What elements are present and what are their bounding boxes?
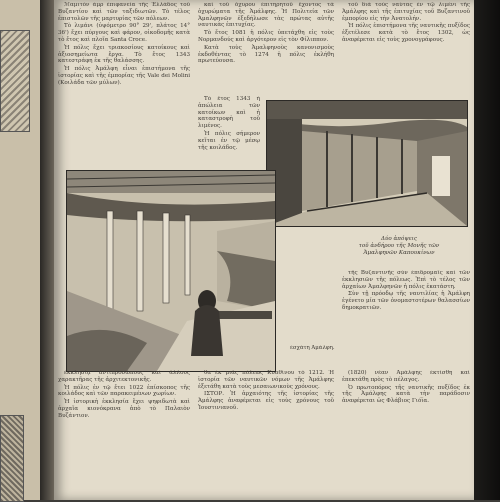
paragraph: Σὺν τῇ πρόοδῳ τῆς ναυτιλίας ἡ Ἀμάλφη ἐγένετο μία τῶν ὀνομαστοτέρων θαλασσίων δημοκρατιῶν.: [342, 291, 470, 311]
paragraph: Κατὰ τοὺς Ἀμαλφηνοὺς κανονισμοὺς ἐκδοθέντας τὸ 1274 ἡ πόλις ἐκλήθη πρωτεύουσα.: [198, 44, 334, 65]
paragraph: ἐσχάτη Ἀμάλφη.: [290, 345, 335, 351]
text-column-right-top: [342, 2, 470, 92]
paragraph: Ἡ πόλις σήμερον κεῖται ἐν τῷ μέσῳ τῆς κοιλάδος.: [198, 130, 260, 151]
paragraph: ἐκκλησίᾳ ἀντιπροσώπους καὶ ἄλλους χαρακτῆρας τῆς ἀρχιτεκτονικῆς.: [58, 370, 190, 383]
caption-title: Δύο ἀπόψεις: [380, 236, 418, 242]
text-column-left-bottom: [58, 370, 190, 500]
text-column-snippet: [284, 345, 336, 365]
text-column-right-middle: [342, 270, 470, 356]
paragraph: θα ἐκ μιᾶς πόλεως Κυαθίνου τὸ 1212. Ἡ ἱστορία τῶν ναυτικῶν νόμων τῆς Ἀμάλφης ἐξετάθη κατὰ τοὺς μεσαιωνικοὺς χρόνους.: [198, 370, 334, 390]
paragraph: ℳαμιτόν ἁμρ ἐπιφανεία τῆς Ἑλλάδος τοῦ Βυζαντίου καὶ τῶν ταξιδιωτῶν. Τὸ τέλος ἐπιστολῶν τῆς μαρτυρίας τῶν πόλεων.: [58, 2, 190, 22]
figure-caption: [354, 236, 444, 257]
text-column-middle-top: [198, 2, 334, 94]
paragraph: (1820) νέαν Ἀμάλφης ἐκτίσθη καὶ ἐπεκτάθη πρὸς τὸ πέλαγος.: [342, 370, 470, 383]
engraving-pergola-with-friar: [66, 170, 276, 372]
caption-subtitle: τοῦ ἀνδήρου τῆς Μονῆς τῶν Ἀμαλφηνῶν Καπουκίνων: [358, 243, 440, 256]
monastery-terrace-illustration: [67, 171, 275, 371]
paragraph: καὶ τοῦ ὄχυρου ἐπιτηρητοῦ ἔχοντος τὰ ὀχυρώματα τῆς Ἀμάλφης. Ἡ Πολιτεία τῶν Ἀμαλφηνῶν ἐξεδήλωσε τὰς πρώτας αὐτῆς ναυτικὰς ἐπιτυχίας.: [198, 2, 334, 29]
paragraph: Ὁ πρωτοπόρος τῆς ναυτικῆς πυξίδος ἐκ τῆς Ἀμάλφης κατὰ τὴν παράδοσιν ἀναφέρεται ὡς Φλάβιος Γιόϊα.: [342, 384, 470, 405]
paragraph: τοῦ διὰ τοὺς ναύτας ἐν τῷ λιμένι τῆς Ἀμάλφης καὶ τῆς ἐπιτυχίας τοῦ Βυζαντινοῦ ἐμπορίου εἰς τὴν Ἀνατολήν.: [342, 2, 470, 22]
text-column-middle-narrow: [198, 96, 260, 166]
pergola-illustration: [267, 101, 467, 226]
paragraph: Ἡ πόλις Ἀμάλφη εἶναι ἐπιστήμονα τῆς ἱστορίας καὶ τῆς ἐμπορίας τῆς Vale dei Molini (Κοιλάδα τῶν μύλων).: [58, 66, 190, 86]
text-column-middle-bottom: [198, 370, 334, 500]
paragraph: Ἡ πόλις ἐπιστήμονα τῆς ναυτικῆς πυξίδος ἐξετέλεσε κατὰ τὸ ἔτος 1302, ὡς ἀναφέρεται εἰς τοὺς χρονογράφους.: [342, 23, 470, 43]
paragraph: τῆς Βυζαντινῆς σὺν ἐπιδρομαῖς καὶ τῶν ἐκκλησιῶν τῆς πόλεως. Ἐπὶ τὸ τέλος τῶν ἀρχαίων Ἀμαλφηνῶν ἡ πόλις ἐκατάστη.: [342, 270, 470, 290]
paragraph: Τὸ λιμάνι (ὑψόμετρο 90° 29', πλάτος 14° 36') ἔχει πύργους καὶ φάρον, οἰκοδομῆς κατὰ τὸ ἔτος καὶ πλοῖα Santa Croce.: [58, 23, 190, 43]
paragraph: Ἡ πόλις ἔχει τριακοσίους κατοίκους καὶ ἀξιοσημείωτα ἔργα. Τὸ ἔτος 1343 κατεστράφη ἐκ τῆς θαλάσσης.: [58, 44, 190, 65]
engraving-pergola-walkway: [266, 100, 468, 227]
encyclopedia-page: [54, 0, 474, 500]
paragraph: ΙΣΤΟΡ. Ἡ ἀρχαιότης τῆς ἱστορίας τῆς Ἀμάλφης ἀναφέρεται εἰς τοὺς χρόνους τοῦ Ἰουστινιανοῦ.: [198, 391, 334, 411]
text-column-right-bottom: [342, 370, 470, 500]
book-gutter: [40, 0, 54, 500]
paragraph: Ἡ πόλις ἐν τῷ ἔτει 1022 ἐπίσκοπος τῆς κοιλάδος καὶ τῶν παρακειμένων χωρίων.: [58, 384, 190, 398]
paragraph: Τὸ ἔτος 1343 ἡ ἀπώλεια τῶν κατοίκων καὶ ἡ καταστροφὴ τοῦ λιμένος.: [198, 96, 260, 130]
text-column-left-top: [58, 2, 190, 152]
book-edge-shadow: [474, 0, 500, 500]
paragraph: Ἡ ἱστορικὴ ἐκκλησία ἔχει ψηφιδωτὰ καὶ ἀρχαῖα κιονόκρανα ἀπὸ τὸ Παλαιὸν Βυζάντιον.: [58, 399, 190, 419]
left-page-edge: [0, 0, 40, 500]
left-page-illustration-lower: [0, 415, 24, 502]
paragraph: Τὸ ἔτος 1081 ἡ πόλις ὑπετάχθη εἰς τοὺς Νορμανδούς καὶ ἀργότερον εἰς τὸν Φίλιππον.: [198, 30, 334, 43]
left-page-illustration: [0, 30, 30, 132]
